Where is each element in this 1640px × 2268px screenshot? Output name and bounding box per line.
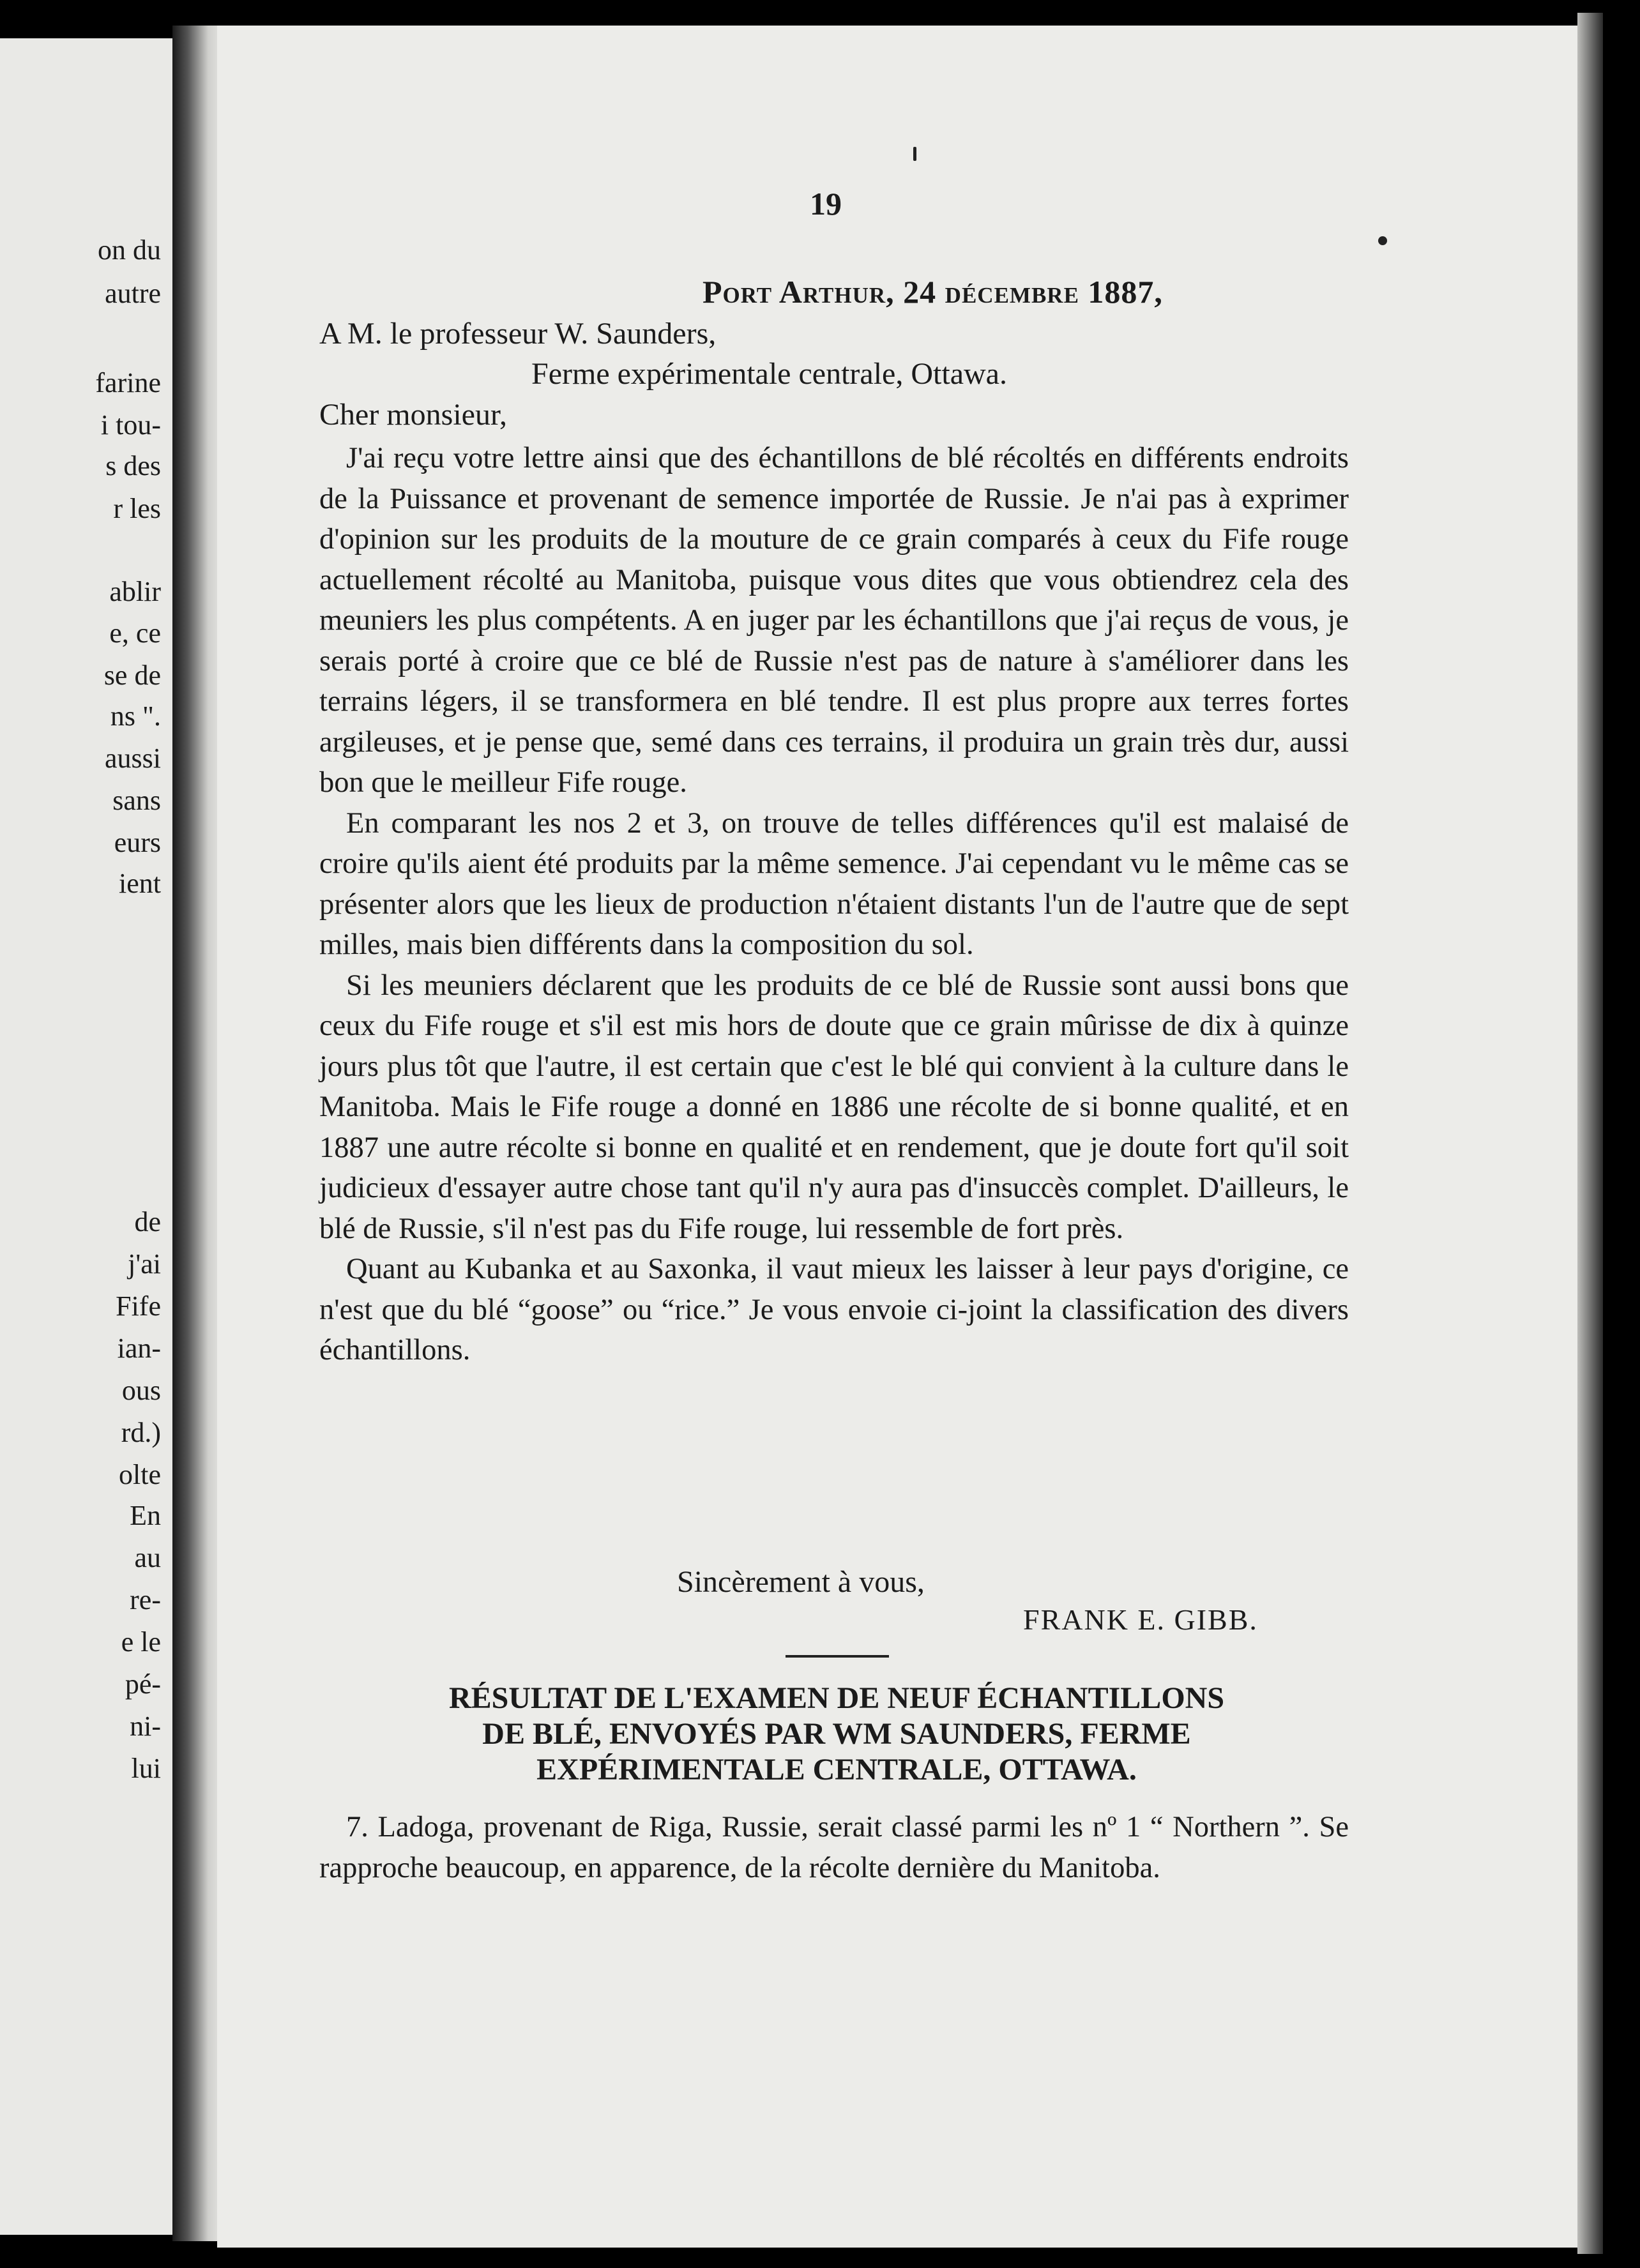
dateline: Port Arthur, 24 décembre 1887, [702,274,1163,310]
left-page-fragment: j'ai [128,1248,161,1280]
page-edge [1577,13,1603,2254]
page-gutter [172,26,224,2241]
left-page-fragment: on du [98,234,161,266]
previous-page-sliver [0,38,172,2235]
result-list [319,1807,1349,1888]
signature: FRANK E. GIBB. [1023,1603,1258,1636]
result-item-7: 7. Ladoga, provenant de Riga, Russie, serait classé parmi les nº 1 “ Northern ”. Se rapproche beaucoup, en apparence, de la récolte dernière du Manitoba. [319,1811,1349,1884]
section-rule [786,1655,889,1658]
left-page-fragment: ns ". [110,700,161,732]
left-page-fragment: autre [105,278,161,309]
left-page-fragment: se de [103,660,161,691]
paragraph: J'ai reçu votre lettre ainsi que des échantillons de blé récoltés en différents endroits de la Puissance et provenant de semence importée de Russie. Je n'ai pas à exprimer d'opinion sur les produits de la mouture de ce grain comparés à ceux du Fife rouge actuellement récolté au Manitoba, puisque vous dites que vous obtiendrez cela des meuniers les plus compétents. A en juger par les échantillons que j'ai reçus de vous, je serais porté à croire que ce blé de Russie n'est pas de nature à s'améliorer dans les terrains légers, il se transformera en blé tendre. Il est plus propre aux terres fortes argileuses, et je pense que, semé dans ces terrains, il produira un grain très dur, aussi bon que le meilleur Fife rouge. [319,442,1349,799]
left-page-fragment: e, ce [109,617,161,649]
heading-line: RÉSULTAT DE L'EXAMEN DE NEUF ÉCHANTILLONS [448,1681,1225,1715]
paragraph: Quant au Kubanka et au Saxonka, il vaut mieux les laisser à leur pays d'origine, ce n'est que du blé “goose” ou “rice.” Je vous envoie ci-joint la classification des divers échantillons. [319,1253,1349,1366]
paragraph: Si les meuniers déclarent que les produits de ce blé de Russie sont aussi bons que ceux du Fife rouge et s'il est mis hors de doute que ce grain mûrisse de dix à quinze jours plus tôt que l'autre, il est certain que c'est le blé qui convient à la culture dans le Manitoba. Mais le Fife rouge a donné en 1886 une récolte de si bonne qualité, et en 1887 une autre récolte si bonne en qualité et en rendement, que je doute fort qu'il soit judicieux d'essayer autre chose tant qu'il n'y aura pas d'insuccès complet. D'ailleurs, le blé de Russie, s'il n'est pas du Fife rouge, lui ressemble de fort près. [319,969,1349,1245]
left-page-fragment: farine [95,367,161,398]
left-page-fragment: e le [121,1626,161,1658]
left-page-fragment: pé- [125,1668,161,1700]
print-speck [1378,236,1387,245]
left-page-fragment: rd.) [121,1417,161,1448]
page [217,26,1577,2248]
salutation-recipient: A M. le professeur W. Saunders, [319,317,717,351]
closing: Sincèrement à vous, [677,1565,925,1599]
left-page-fragment: ient [119,868,161,899]
letter-body [319,438,1349,1371]
section-heading [358,1681,1316,1788]
left-page-fragment: ian- [117,1333,161,1364]
left-page-fragment: En [130,1500,161,1531]
left-page-fragment: ous [121,1375,161,1406]
left-page-fragment: r les [113,493,161,524]
left-page-fragment: sans [112,785,161,816]
left-page-fragment: s des [105,450,161,481]
left-page-fragment: ablir [109,576,161,607]
left-page-fragment: de [134,1206,161,1237]
left-page-fragment: lui [131,1753,161,1784]
left-page-fragment: eurs [114,827,161,858]
print-speck [913,147,916,161]
page-number: 19 [810,186,842,222]
salutation-address: Ferme expérimentale centrale, Ottawa. [531,357,1007,391]
left-page-fragment: ni- [130,1711,161,1742]
left-page-fragment: au [134,1542,161,1573]
left-page-fragment: Fife [116,1290,161,1322]
greeting: Cher monsieur, [319,398,508,432]
left-page-fragment: re- [130,1584,161,1615]
left-page-fragment: aussi [105,743,161,774]
heading-line: DE BLÉ, ENVOYÉS PAR WM SAUNDERS, FERME [482,1717,1191,1751]
paragraph: En comparant les nos 2 et 3, on trouve de telles différences qu'il est malaisé de croire qu'ils aient été produits par la même semence. J'ai cependant vu le même cas se présenter alors que les lieux de production n'étaient distants l'un de l'autre que de sept milles, mais bien différents dans la composition du sol. [319,806,1349,961]
left-page-fragment: olte [119,1459,161,1490]
heading-line: EXPÉRIMENTALE CENTRALE, OTTAWA. [536,1753,1137,1787]
left-page-fragment: i tou- [100,409,161,441]
